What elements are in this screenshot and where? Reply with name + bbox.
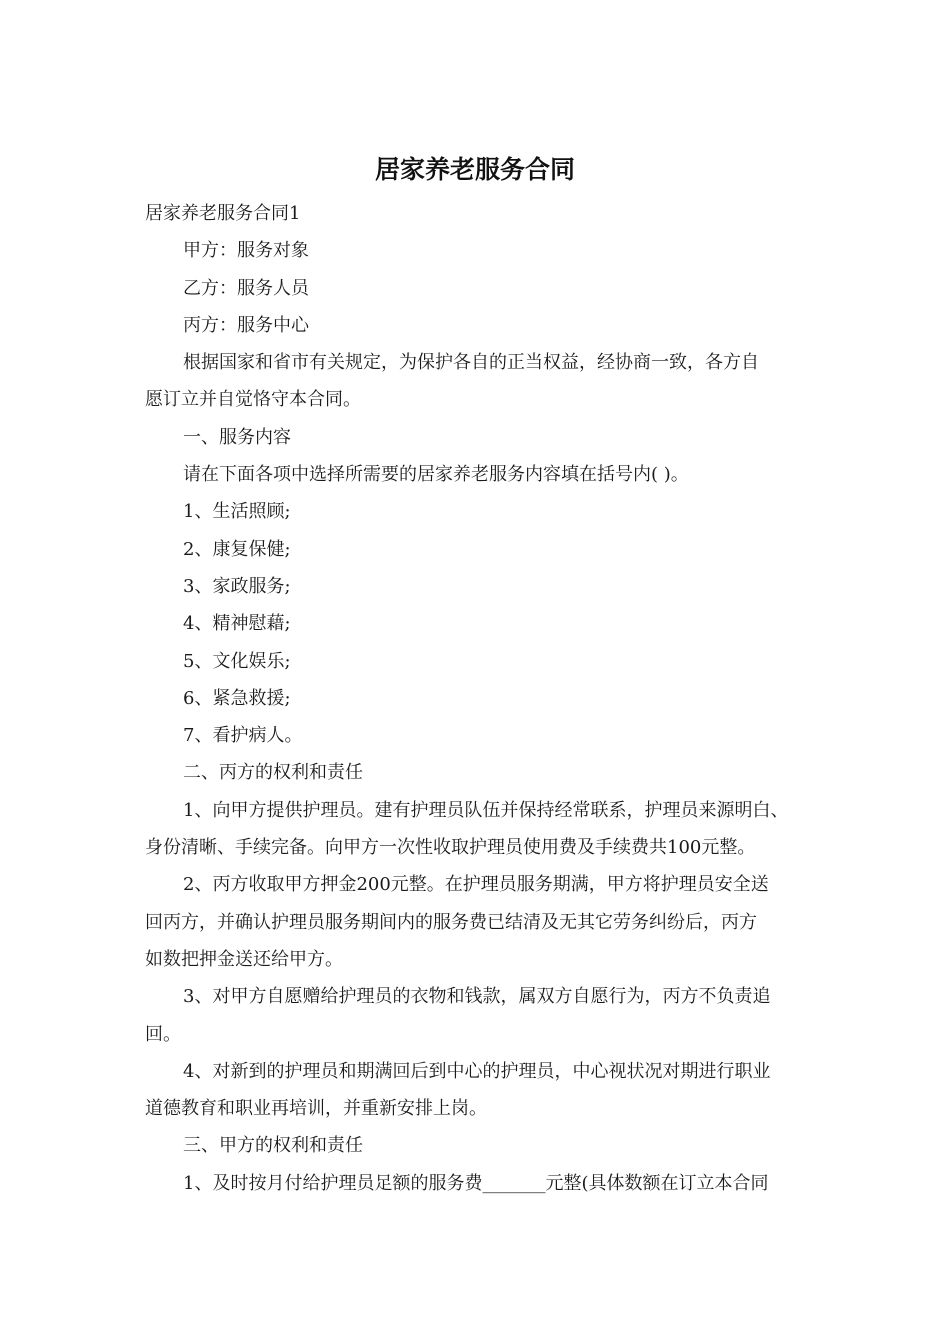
list-item: 3、家政服务;: [183, 575, 291, 597]
paragraph-line: 如数把押金送还给甲方。: [145, 948, 343, 970]
party-b-line: 乙方：服务人员: [183, 277, 309, 299]
paragraph-line: 1、向甲方提供护理员。建有护理员队伍并保持经常联系，护理员来源明白、: [183, 799, 789, 821]
list-item: 5、文化娱乐;: [183, 650, 291, 672]
document-title: 居家养老服务合同: [374, 155, 575, 184]
party-c-line: 丙方：服务中心: [183, 314, 309, 336]
party-a-line: 甲方：服务对象: [183, 240, 309, 262]
paragraph-line: 3、对甲方自愿赠给护理员的衣物和钱款，属双方自愿行为，丙方不负责追: [183, 986, 771, 1008]
list-item: 4、精神慰藉;: [183, 613, 291, 635]
list-item: 2、康复保健;: [183, 538, 291, 560]
paragraph-line: 身份清晰、手续完备。向甲方一次性收取护理员使用费及手续费共100元整。: [145, 837, 756, 859]
clause-heading: 二、丙方的权利和责任: [183, 762, 363, 784]
paragraph-line: 回丙方，并确认护理员服务期间内的服务费已结清及无其它劳务纠纷后，丙方: [145, 911, 757, 933]
paragraph-line: 根据国家和省市有关规定，为保护各自的正当权益，经协商一致，各方自: [183, 352, 759, 374]
list-item: 1、生活照顾;: [183, 501, 291, 523]
clause-heading: 一、服务内容: [183, 426, 291, 448]
list-item: 6、紧急救援;: [183, 687, 291, 709]
paragraph-line: 2、丙方收取甲方押金200元整。在护理员服务期满，甲方将护理员安全送: [183, 874, 769, 896]
clause-heading: 三、甲方的权利和责任: [183, 1135, 363, 1157]
document-body: [145, 195, 820, 1202]
list-item: 7、看护病人。: [183, 725, 303, 747]
section-heading: 居家养老服务合同1: [145, 203, 301, 224]
paragraph-line: 请在下面各项中选择所需要的居家养老服务内容填在括号内( )。: [183, 464, 689, 486]
paragraph-line: 4、对新到的护理员和期满回后到中心的护理员，中心视状况对期进行职业: [183, 1060, 771, 1082]
paragraph-line: 愿订立并自觉恪守本合同。: [145, 389, 361, 411]
paragraph-line: 1、及时按月付给护理员足额的服务费_______元整(具体数额在订立本合同: [183, 1172, 769, 1194]
paragraph-line: 回。: [145, 1023, 181, 1045]
paragraph-line: 道德教育和职业再培训，并重新安排上岗。: [145, 1098, 487, 1120]
